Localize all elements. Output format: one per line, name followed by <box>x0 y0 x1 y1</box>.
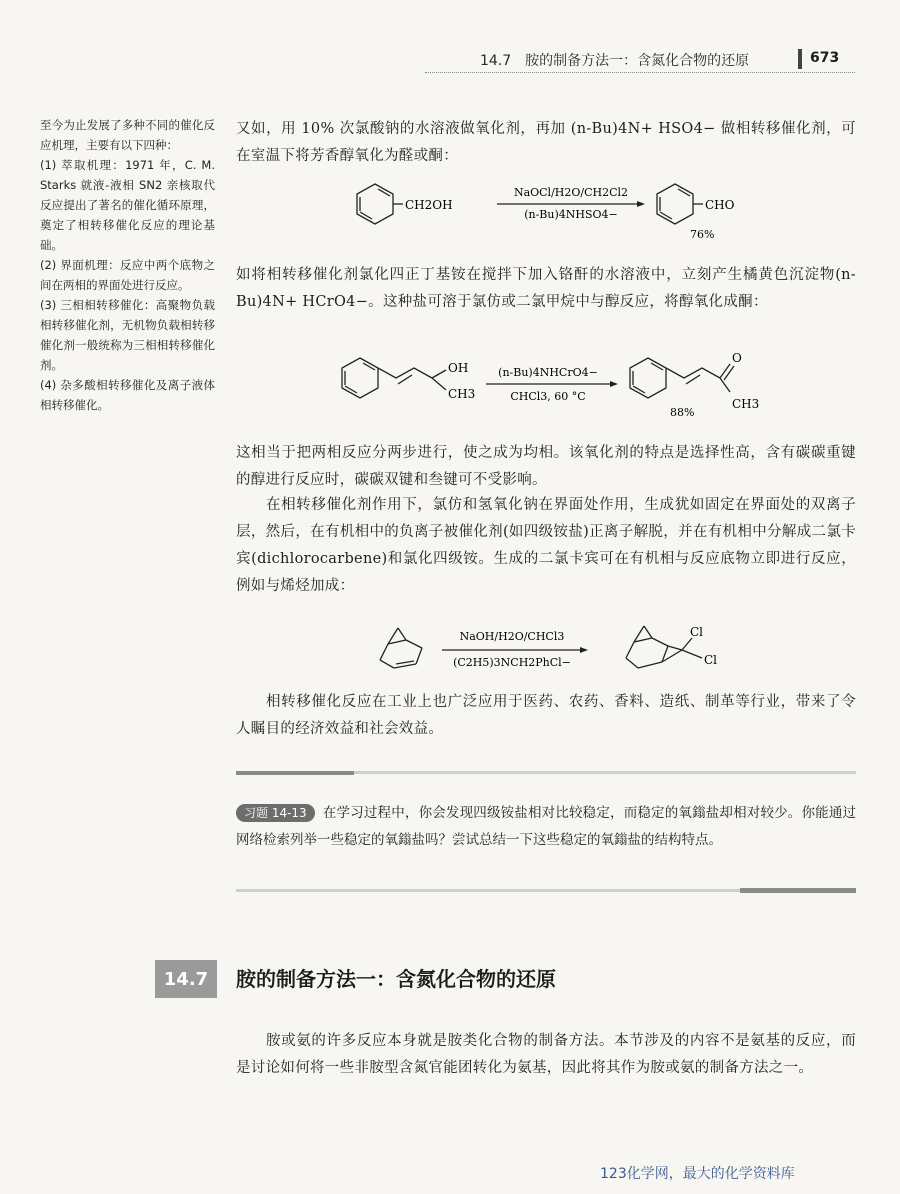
reagent-top: (n-Bu)4NHCrO4− <box>498 366 598 379</box>
reactant-ch3-label: CH3 <box>448 387 476 401</box>
margin-note-intro: 至今为止发展了多种不同的催化反应机理，主要有以下四种： <box>40 118 215 152</box>
paragraph-homogeneous-phase <box>236 440 856 494</box>
product-cl-1: Cl <box>690 625 704 639</box>
paragraph-industrial-applications <box>236 689 856 743</box>
yield-label: 76% <box>690 228 715 240</box>
paragraph-dichlorocarbene <box>236 492 856 600</box>
reaction-benzyl-alcohol-to-benzaldehyde <box>345 176 765 240</box>
exercise-content <box>236 800 856 854</box>
exercise-box <box>236 800 856 854</box>
section-title: 胺的制备方法一：含氮化合物的还原 <box>236 967 556 991</box>
reagent-bottom: (n-Bu)4NHSO4− <box>524 208 618 221</box>
product-ch3-label: CH3 <box>732 397 760 411</box>
reactant-oh-label: OH <box>448 361 469 375</box>
arrow-head <box>580 647 588 653</box>
reagent-top: NaOH/H2O/CHCl3 <box>459 630 565 643</box>
paragraph-section-intro <box>236 1028 856 1082</box>
yield-label: 88% <box>670 406 695 419</box>
margin-note-item-2: (2) 界面机理：反应中两个底物之间在两相的界面处进行反应。 <box>40 258 215 292</box>
site-watermark: 123化学网，最大的化学资料库 <box>600 1166 795 1182</box>
exercise-box-top-accent <box>236 771 354 775</box>
section-number-badge: 14.7 <box>155 960 217 998</box>
margin-note-item-3: (3) 三相相转移催化：高聚物负载相转移催化剂，无机物负载相转移催化剂一般统称为三相相转移催化剂。 <box>40 298 215 372</box>
phenyl-ring-reactant <box>342 358 446 398</box>
paragraph-text: 如将相转移催化剂氯化四正丁基铵在搅拌下加入铬酐的水溶液中，立刻产生橘黄色沉淀物(n-Bu)4N+ HCrO4−。这种盐可溶于氯仿或二氯甲烷中与醇反应，将醇氧化成酮： <box>236 267 856 310</box>
paragraph-text: 这相当于把两相反应分两步进行，使之成为均相。该氧化剂的特点是选择性高，含有碳碳重键的醇进行反应时，碳碳双键和叁键可不受影响。 <box>236 445 856 488</box>
reaction-allylic-alcohol-to-ketone <box>338 348 778 424</box>
exercise-badge: 习题 14-13 <box>236 804 315 822</box>
benzene-ring-product <box>657 184 703 224</box>
header-divider-bar <box>798 49 802 69</box>
benzene-ring-reactant <box>357 184 403 224</box>
reagent-bottom: CHCl3, 60 °C <box>510 390 586 403</box>
phenyl-ring-product <box>630 358 734 398</box>
margin-note-item-4: (4) 杂多酸相转移催化及离子液体相转移催化。 <box>40 378 215 412</box>
arrow-head <box>637 201 645 207</box>
exercise-box-bottom-accent <box>740 888 856 893</box>
reaction-norbornene-dichlorocyclopropanation <box>370 620 750 678</box>
paragraph-chromate-oxidant <box>236 262 856 316</box>
reagent-bottom: (C2H5)3NCH2PhCl− <box>453 656 571 669</box>
exercise-text: 在学习过程中，你会发现四级铵盐相对比较稳定，而稳定的氧鎓盐却相对较少。你能通过网络检索列举一些稳定的氧鎓盐吗？尝试总结一下这些稳定的氧鎓盐的结构特点。 <box>236 805 856 848</box>
reagent-top: NaOCl/H2O/CH2Cl2 <box>513 186 629 199</box>
margin-note <box>40 115 215 415</box>
header-rule <box>425 72 855 73</box>
norbornene-reactant <box>380 628 422 668</box>
page-number: 673 <box>810 50 840 66</box>
paragraph-text: 胺或氨的许多反应本身就是胺类化合物的制备方法。本节涉及的内容不是氨基的反应，而是讨论如何将一些非胺型含氮官能团转化为氨基，因此将其作为胺或氨的制备方法之一。 <box>236 1033 856 1076</box>
reactant-label: CH2OH <box>405 198 453 212</box>
margin-note-item-1: (1) 萃取机理：1971 年，C. M. Starks 就液-液相 SN2 亲核取代反应提出了著名的催化循环原理，奠定了相转移催化反应的理论基础。 <box>40 158 215 252</box>
arrow-head <box>610 381 618 387</box>
product-label: CHO <box>705 198 735 212</box>
paragraph-aromatic-alcohol-oxidation <box>236 116 856 170</box>
paragraph-text: 在相转移催化剂作用下，氯仿和氢氧化钠在界面处作用，生成犹如固定在界面处的双离子层，然后，在有机相中的负离子被催化剂(如四级铵盐)正离子解脱，并在有机相中分解成二氯卡宾(dichlorocarbene)和氯化四级铵。生成的二氯卡宾可在有机相与反应底物立即进行反应，例如与烯烃加成： <box>236 497 856 594</box>
running-header-title: 14.7 胺的制备方法一：含氮化合物的还原 <box>480 53 750 69</box>
paragraph-text: 相转移催化反应在工业上也广泛应用于医药、农药、香料、造纸、制革等行业，带来了令人瞩目的经济效益和社会效益。 <box>236 694 856 737</box>
product-o-label: O <box>732 351 742 365</box>
paragraph-text: 又如，用 10% 次氯酸钠的水溶液做氧化剂，再加 (n-Bu)4N+ HSO4− 做相转移催化剂，可在室温下将芳香醇氧化为醛或酮： <box>236 121 856 164</box>
product-cl-2: Cl <box>704 653 718 667</box>
